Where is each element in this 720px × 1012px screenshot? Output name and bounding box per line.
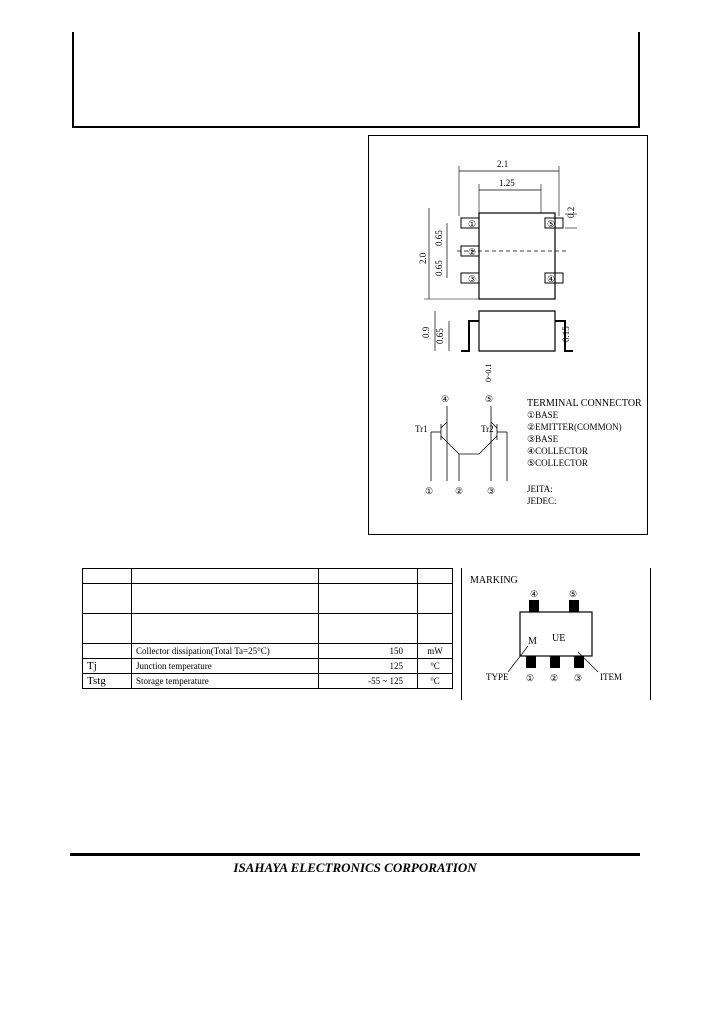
pin-label-1: ① [468, 219, 477, 229]
dim-side-body: 0.65 [435, 328, 445, 344]
jedec-label: JEDEC: [527, 496, 557, 506]
dim-body-width: 1.25 [499, 178, 515, 188]
marking-drawing [462, 568, 652, 700]
table-row [83, 569, 453, 584]
marking-pin-5: ⑤ [569, 589, 578, 599]
cell-value [319, 584, 418, 614]
marking-item-label: ITEM [600, 672, 622, 682]
dim-lead-foot: 0.15 [561, 326, 571, 342]
table-row [83, 584, 453, 614]
circuit-pin-4: ④ [441, 394, 450, 404]
package-top-body [479, 213, 555, 299]
cell-symbol [83, 569, 132, 584]
cell-value: 150 [319, 644, 418, 659]
cell-value: -55 ~ 125 [319, 674, 418, 689]
circuit-pin-5: ⑤ [485, 394, 494, 404]
cell-unit [418, 584, 453, 614]
outline-drawing [369, 136, 649, 536]
circuit-pin-2: ② [455, 486, 464, 496]
pin-label-4: ④ [547, 274, 556, 284]
dim-side-height: 0.9 [421, 326, 431, 338]
footer-rule [70, 853, 640, 856]
cell-value [319, 569, 418, 584]
table-row [83, 644, 453, 659]
cell-parameter: Storage temperature [132, 674, 319, 689]
cell-value: 125 [319, 659, 418, 674]
cell-unit: °C [418, 659, 453, 674]
dim-height-total: 2.0 [418, 252, 428, 264]
terminal-3: ③BASE [527, 434, 559, 444]
pin-label-5: ⑤ [547, 219, 556, 229]
cell-unit [418, 614, 453, 644]
company-name: ISAHAYA ELECTRONICS CORPORATION [233, 860, 477, 875]
dim-standoff: 0~0.1 [484, 363, 493, 382]
cell-unit: °C [418, 674, 453, 689]
marking-title: MARKING [470, 575, 518, 586]
cell-symbol [83, 644, 132, 659]
cell-parameter: Collector dissipation(Total Ta=25°C) [132, 644, 319, 659]
cell-symbol [83, 584, 132, 614]
circuit-pin-3: ③ [487, 486, 496, 496]
tr2-label: Tr2 [481, 424, 494, 434]
cell-symbol: Tj [83, 659, 132, 674]
cell-value [319, 614, 418, 644]
circuit-pin-1: ① [425, 486, 434, 496]
outline-drawing-panel [368, 135, 648, 535]
dim-lead-width: 0.2 [566, 206, 576, 218]
header-frame [72, 32, 640, 128]
dim-pitch-1: 0.65 [434, 230, 444, 246]
cell-parameter [132, 584, 319, 614]
ratings-table [82, 568, 453, 689]
cell-parameter: Junction temperature [132, 659, 319, 674]
marking-type-label: TYPE [486, 672, 509, 682]
dim-width-total: 2.1 [497, 159, 509, 169]
pin-label-3: ③ [468, 274, 477, 284]
marking-pin-1: ① [526, 673, 535, 683]
table-row [83, 674, 453, 689]
cell-symbol [83, 614, 132, 644]
pin-label-2: ② [468, 247, 477, 257]
marking-pin-2: ② [550, 673, 559, 683]
cell-symbol: Tstg [83, 674, 132, 689]
cell-parameter [132, 569, 319, 584]
marking-chip-center: UE [552, 633, 566, 644]
jeita-label: JEITA: [527, 484, 553, 494]
terminal-1: ①BASE [527, 410, 559, 420]
cell-unit [418, 569, 453, 584]
terminal-title: TERMINAL CONNECTOR [527, 398, 642, 409]
dim-pitch-2: 0.65 [434, 260, 444, 276]
marking-pin-3: ③ [574, 673, 583, 683]
marking-panel [461, 568, 651, 700]
tr1-label: Tr1 [415, 424, 428, 434]
package-side-body [479, 311, 555, 351]
cell-parameter [132, 614, 319, 644]
marking-chip-left: M [528, 636, 537, 647]
terminal-4: ④COLLECTOR [527, 446, 588, 456]
table-row [83, 659, 453, 674]
table-row [83, 614, 453, 644]
terminal-5: ⑤COLLECTOR [527, 458, 588, 468]
cell-unit: mW [418, 644, 453, 659]
internal-circuit [431, 406, 507, 481]
marking-pin-4: ④ [530, 589, 539, 599]
terminal-2: ②EMITTER(COMMON) [527, 422, 622, 432]
